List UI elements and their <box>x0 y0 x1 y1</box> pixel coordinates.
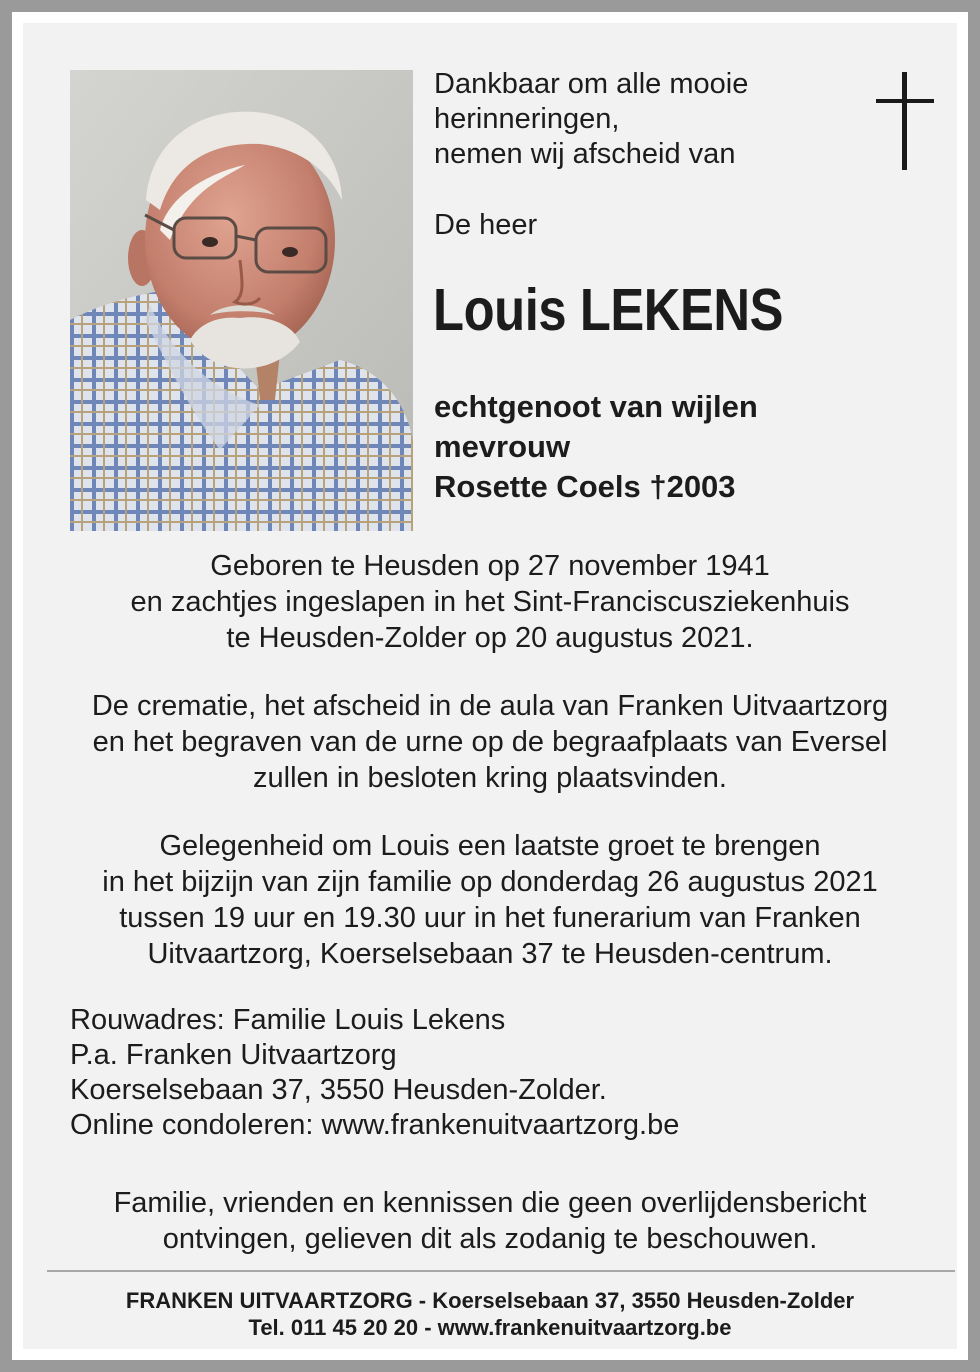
address-line: P.a. Franken Uitvaartzorg <box>70 1039 397 1071</box>
address-line: Koerselsebaan 37, 3550 Heusden-Zolder. <box>70 1074 607 1106</box>
paragraph-line: en zachtjes ingeslapen in het Sint-Franciscusziekenhuis <box>130 586 850 618</box>
footer-contact-line[interactable]: Tel. 011 45 20 20 - www.frankenuitvaartzorg.be <box>248 1315 732 1340</box>
spouse-line: Rosette Coels †2003 <box>434 469 736 504</box>
paragraph-line: te Heusden-Zolder op 20 augustus 2021. <box>226 622 754 654</box>
deceased-name: Louis LEKENS <box>433 277 784 343</box>
address-block <box>70 1003 679 1143</box>
footer-divider <box>47 1270 955 1272</box>
intro-line: Dankbaar om alle mooie <box>434 68 749 100</box>
funeral-home-footer <box>23 1287 957 1341</box>
cross-icon <box>876 72 934 170</box>
spouse-line: mevrouw <box>434 429 571 464</box>
intro-text <box>434 67 854 172</box>
obituary-paper <box>23 23 957 1349</box>
paragraph-line: zullen in besloten kring plaatsvinden. <box>253 762 727 794</box>
paragraph-line: Familie, vrienden en kennissen die geen overlijdensbericht <box>113 1187 867 1219</box>
intro-line: nemen wij afscheid van <box>434 138 736 170</box>
paragraph-line: ontvingen, gelieven dit als zodanig te beschouwen. <box>162 1223 818 1255</box>
greeting-paragraph <box>23 828 957 972</box>
paragraph-line: en het begraven van de urne op de begraafplaats van Eversel <box>92 726 888 758</box>
birth-death-paragraph <box>23 548 957 656</box>
spouse-info <box>434 387 758 507</box>
paragraph-line: Geboren te Heusden op 27 november 1941 <box>210 550 770 582</box>
cremation-paragraph <box>23 688 957 796</box>
address-line: Rouwadres: Familie Louis Lekens <box>70 1004 506 1036</box>
paragraph-line: in het bijzijn van zijn familie op donderdag 26 augustus 2021 <box>102 866 878 898</box>
footer-line: FRANKEN UITVAARTZORG - Koerselsebaan 37, 3550 Heusden-Zolder <box>125 1288 855 1313</box>
paragraph-line: Gelegenheid om Louis een laatste groet te brengen <box>159 830 821 862</box>
spouse-line: echtgenoot van wijlen <box>434 389 758 424</box>
portrait-photo <box>70 70 413 531</box>
paragraph-line: De crematie, het afscheid in de aula van Franken Uitvaartzorg <box>91 690 889 722</box>
notice-paragraph <box>23 1185 957 1257</box>
paragraph-line: Uitvaartzorg, Koerselsebaan 37 te Heusden-centrum. <box>147 938 833 970</box>
honorific: De heer <box>434 209 538 241</box>
condolence-link[interactable]: Online condoleren: www.frankenuitvaartzorg.be <box>70 1109 680 1141</box>
obituary-card <box>12 12 968 1360</box>
paragraph-line: tussen 19 uur en 19.30 uur in het funerarium van Franken <box>119 902 861 934</box>
intro-line: herinneringen, <box>434 103 620 135</box>
